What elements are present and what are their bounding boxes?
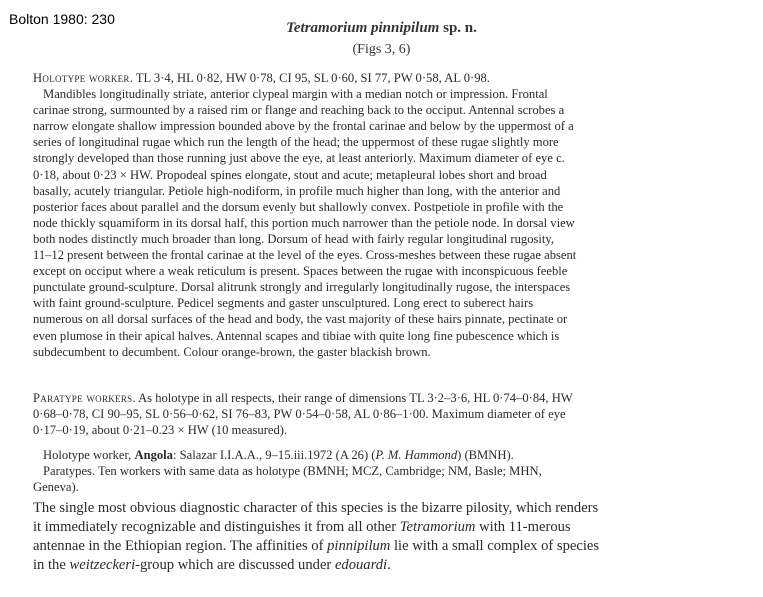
holotype-line: 11–12 present between the frontal carinae at the level of the eyes. Cross-meshes between these rugae absent xyxy=(33,248,577,263)
reference-label: Bolton 1980: 230 xyxy=(9,11,115,27)
holotype-lines xyxy=(33,86,738,360)
discussion-line: The single most obvious diagnostic character of this species is the bizarre pilosity, which renders xyxy=(33,500,599,516)
species-group-name: weitzeckeri xyxy=(69,557,136,573)
paratype-first-line xyxy=(33,390,738,406)
holotype-line: 0·18, about 0·23 × HW. Propodeal spines elongate, stout and acute; metapleural lobes short and broad xyxy=(33,167,547,182)
paratype-material-cont: Geneva). xyxy=(33,480,79,495)
discussion-line xyxy=(33,518,738,537)
holotype-line: Mandibles longitudinally striate, anterior clypeal margin with a median notch or impression. Frontal xyxy=(43,87,548,102)
paratype-first-line-text: . As holotype in all respects, their range of dimensions TL 3·2–3·6, HL 0·74–0·84, HW xyxy=(132,391,573,405)
discussion-text: antennae in the Ethiopian region. The affinities of xyxy=(33,538,328,554)
material-examined xyxy=(33,447,738,495)
holotype-line: carinae strong, surmounted by a raised rim or flange and reaching back to the occiput. Antennal scrobes a xyxy=(33,103,565,118)
holotype-line: node thickly squamiform in its dorsal half, this portion much narrower than the petiole node. In dorsal view xyxy=(33,215,575,230)
paratype-material: Paratypes. Ten workers with same data as holotype (BMNH; MCZ, Cambridge; NM, Basle; MHN, xyxy=(43,464,542,479)
holotype-country: Angola xyxy=(134,448,173,462)
species-epithet: edouardi xyxy=(334,557,388,573)
discussion xyxy=(33,499,738,575)
holotype-line: with faint ground-sculpture. Pedicel segments and gaster unsculptured. Long erect to suberect hairs xyxy=(33,296,534,311)
holotype-line: numerous on all dorsal surfaces of the head and body, the vast majority of these hairs pinnate, pectinate or xyxy=(33,312,568,327)
holotype-line: strongly developed than those running just above the eye, at least anteriorly. Maximum diameter of eye c. xyxy=(33,151,565,166)
paratype-line: 0·68–0·78, CI 90–95, SL 0·56–0·62, SI 76–83, PW 0·54–0·58, AL 0·86–1·00. Maximum diameter of eye xyxy=(33,407,566,422)
holotype-material xyxy=(33,447,738,463)
species-title xyxy=(0,20,763,37)
holotype-measurements xyxy=(33,70,738,86)
discussion-text: it immediately recognizable and distinguishes it from all other xyxy=(33,519,400,535)
holotype-line: narrow elongate shallow impression bounded above by the frontal carinae and below by the uppermost of a xyxy=(33,119,574,134)
discussion-text: in the xyxy=(33,557,70,573)
holotype-measurement-values: . TL 3·4, HL 0·82, HW 0·78, CI 95, SL 0·60, SI 77, PW 0·58, AL 0·98. xyxy=(129,71,490,85)
species-epithet: pinnipilum xyxy=(327,538,391,554)
species-suffix: sp. n. xyxy=(439,20,477,36)
discussion-text: . xyxy=(387,557,391,573)
holotype-collector: P. M. Hammond xyxy=(375,448,458,462)
holotype-line: series of longitudinal rugae which run the length of the head; the uppermost of these rugae slightly more xyxy=(33,135,559,150)
genus-name: Tetramorium xyxy=(399,519,476,535)
holotype-material-details: : Salazar I.I.A.A., 9–15.iii.1972 (A 26) ( xyxy=(172,448,376,462)
holotype-line: posterior faces about parallel and the dorsum evenly but shallowly convex. Postpetiole in profile with the xyxy=(33,199,564,214)
holotype-line: except on occiput where a weak reticulum is present. Spaces between the rugae with inconspicuous feeble xyxy=(33,264,568,279)
holotype-line: even plumose in their apical halves. Antennal scapes and tibiae with quite long fine pubescence which is xyxy=(33,328,560,343)
holotype-line: basally, acutely triangular. Petiole high-nodiform, in profile much higher than long, with the anterior and xyxy=(33,183,561,198)
discussion-line xyxy=(33,537,738,556)
holotype-heading: Holotype worker xyxy=(33,71,130,85)
discussion-text: lie with a small complex of species xyxy=(390,538,600,554)
discussion-text: -group which are discussed under xyxy=(135,557,335,573)
holotype-description xyxy=(33,70,738,360)
holotype-line: both nodes distinctly much broader than long. Dorsum of head with fairly regular longitudinal rugosity, xyxy=(33,231,555,246)
paratype-heading: Paratype workers xyxy=(33,391,133,405)
discussion-text: with 11-merous xyxy=(475,519,571,535)
paratype-description xyxy=(33,390,738,438)
holotype-material-prefix: Holotype worker, xyxy=(43,448,135,462)
species-name: Tetramorium pinnipilum xyxy=(286,20,440,36)
discussion-line xyxy=(33,556,738,575)
holotype-material-end: ) (BMNH). xyxy=(457,448,514,462)
paratype-line: 0·17–0·19, about 0·21–0.23 × HW (10 measured). xyxy=(33,423,288,438)
holotype-line: punctulate ground-sculpture. Dorsal alitrunk strongly and irregularly longitudinally rugose, the interspaces xyxy=(33,280,571,295)
figure-reference: (Figs 3, 6) xyxy=(352,42,411,57)
holotype-line: subdecumbent to decumbent. Colour orange-brown, the gaster blackish brown. xyxy=(33,344,431,359)
